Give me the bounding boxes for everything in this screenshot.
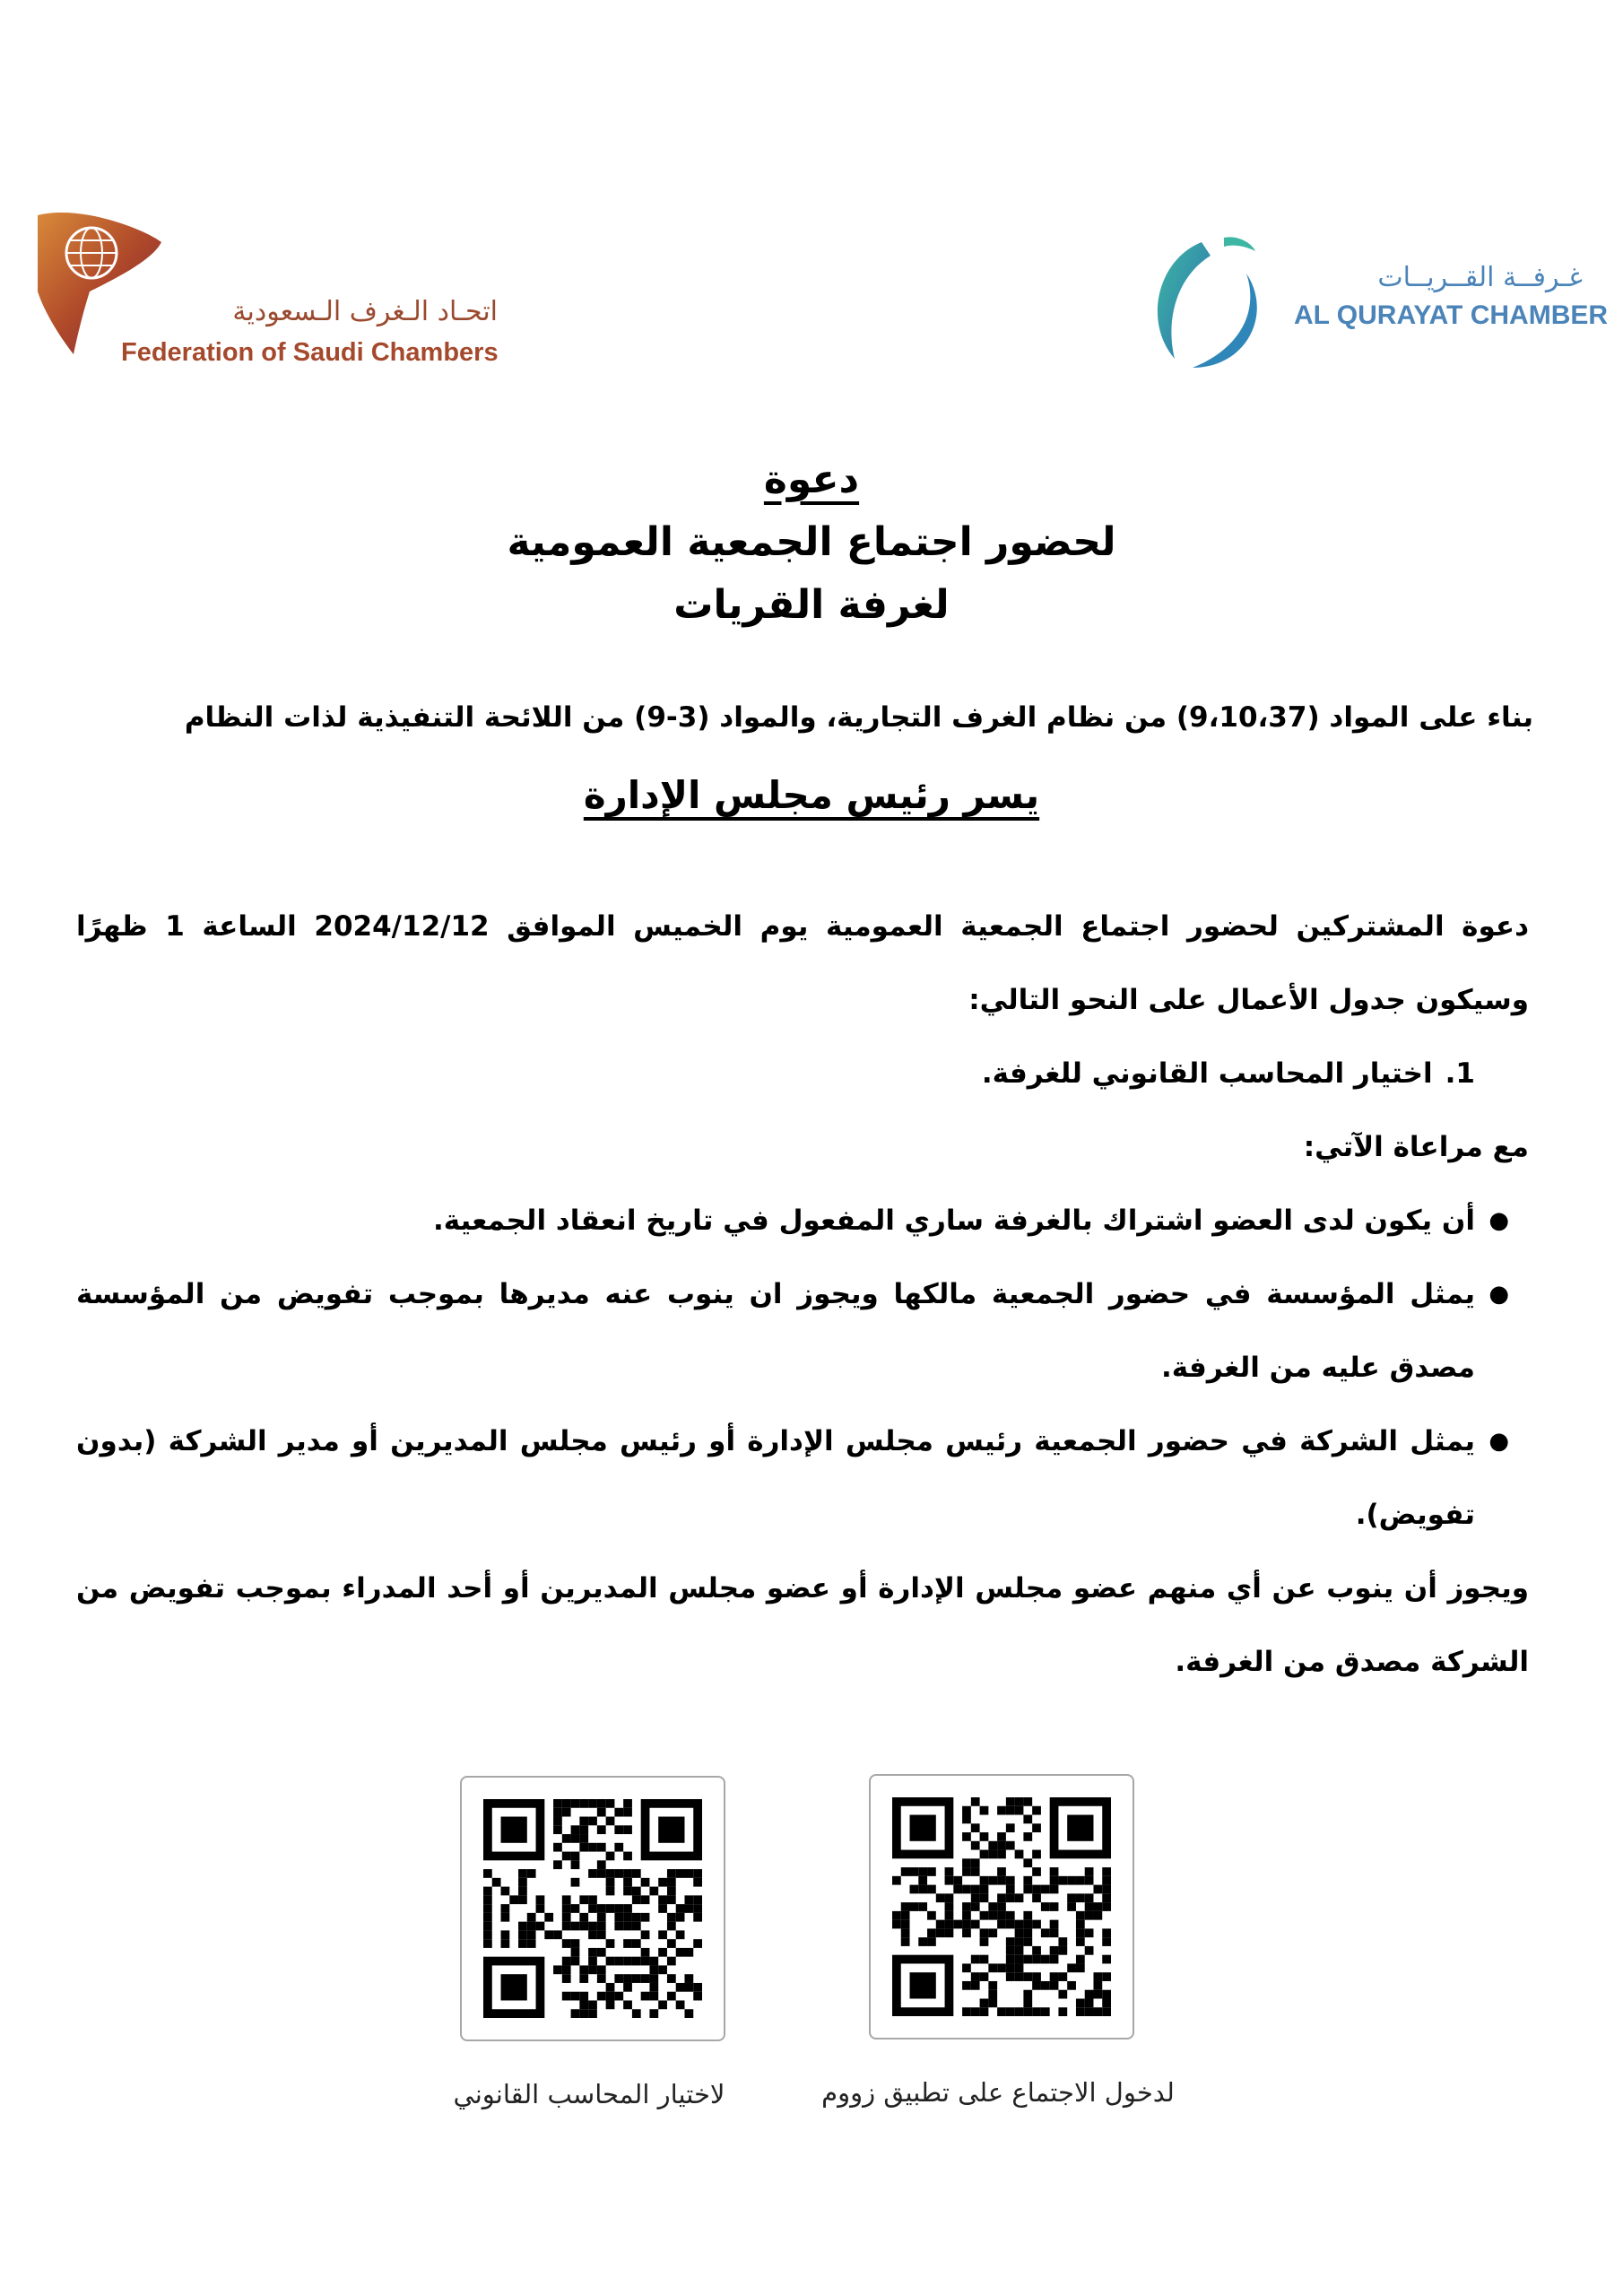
title-line-3: لغرفة القريات [673, 582, 950, 628]
note-text: يمثل المؤسسة في حضور الجمعية مالكها ويجوز ان ينوب عنه مديرها بموجب تفويض من المؤسسة مصدق عليه من الغرفة. [76, 1278, 1475, 1384]
qurayat-arabic-name: غـرفــة القــريــات [1377, 262, 1583, 293]
federation-arabic-name: اتحـاد الـغرف الـسعودية [232, 296, 498, 327]
invitation-paragraph: دعوة المشتركين لحضور اجتماع الجمعية العمومية يوم الخميس الموافق 2024/12/12 الساعة 1 ظهرًا وسيكون جدول الأعمال على النحو التالي: [76, 910, 1529, 1016]
bullet-icon: ● [1488, 1428, 1509, 1455]
invitation-body [76, 890, 1529, 1699]
title-line-2: لحضور اجتماع الجمعية العمومية [507, 519, 1116, 565]
qurayat-emblem-icon [1139, 224, 1291, 377]
note-text: يمثل الشركة في حضور الجمعية رئيس مجلس الإدارة أو رئيس مجلس المديرين أو مدير الشركة (بدون تفويض). [76, 1425, 1475, 1531]
qr-caption-zoom: لدخول الاجتماع على تطبيق زووم [821, 2077, 1175, 2108]
note-item [76, 1405, 1509, 1552]
federation-english-name: Federation of Saudi Chambers [121, 338, 499, 367]
legal-basis-text: بناء على المواد (9،10،37) من نظام الغرف التجارية، والمواد (3-9) من اللائحة التنفيذية لذات النظام [184, 701, 1533, 734]
agenda-item-text: اختيار المحاسب القانوني للغرفة. [981, 1057, 1433, 1090]
qr-code-icon [892, 1797, 1111, 2016]
agenda-item [76, 1037, 1475, 1110]
qr-code-icon [483, 1799, 702, 2018]
notes-heading: مع مراعاة الآتي: [1303, 1131, 1529, 1163]
notes-list [76, 1184, 1509, 1552]
chairman-line: يسر رئيس مجلس الإدارة [583, 773, 1040, 817]
qurayat-english-name: AL QURAYAT CHAMBER [1294, 300, 1609, 330]
title-line-1: دعوة [763, 457, 860, 502]
qr-code-zoom[interactable] [869, 1774, 1134, 2039]
qr-caption-accountant: لاختيار المحاسب القانوني [453, 2079, 725, 2109]
bullet-icon: ● [1488, 1281, 1509, 1308]
invitation-title [0, 448, 1623, 637]
note-text: أن يكون لدى العضو اشتراك بالغرفة ساري المفعول في تاريخ انعقاد الجمعية. [432, 1205, 1475, 1237]
qr-code-accountant[interactable] [460, 1776, 725, 2041]
federation-emblem-icon [27, 206, 170, 359]
agenda-list [76, 1037, 1475, 1110]
bullet-icon: ● [1488, 1207, 1509, 1234]
note-item [76, 1184, 1509, 1257]
agenda-item-number: 1. [1445, 1057, 1475, 1090]
closing-paragraph: ويجوز أن ينوب عن أي منهم عضو مجلس الإدارة أو عضو مجلس المديرين أو أحد المدراء بموجب تفويض من الشركة مصدق من الغرفة. [76, 1572, 1529, 1678]
note-item [76, 1257, 1509, 1405]
federation-logo [27, 206, 499, 368]
qurayat-chamber-logo [1139, 224, 1609, 377]
